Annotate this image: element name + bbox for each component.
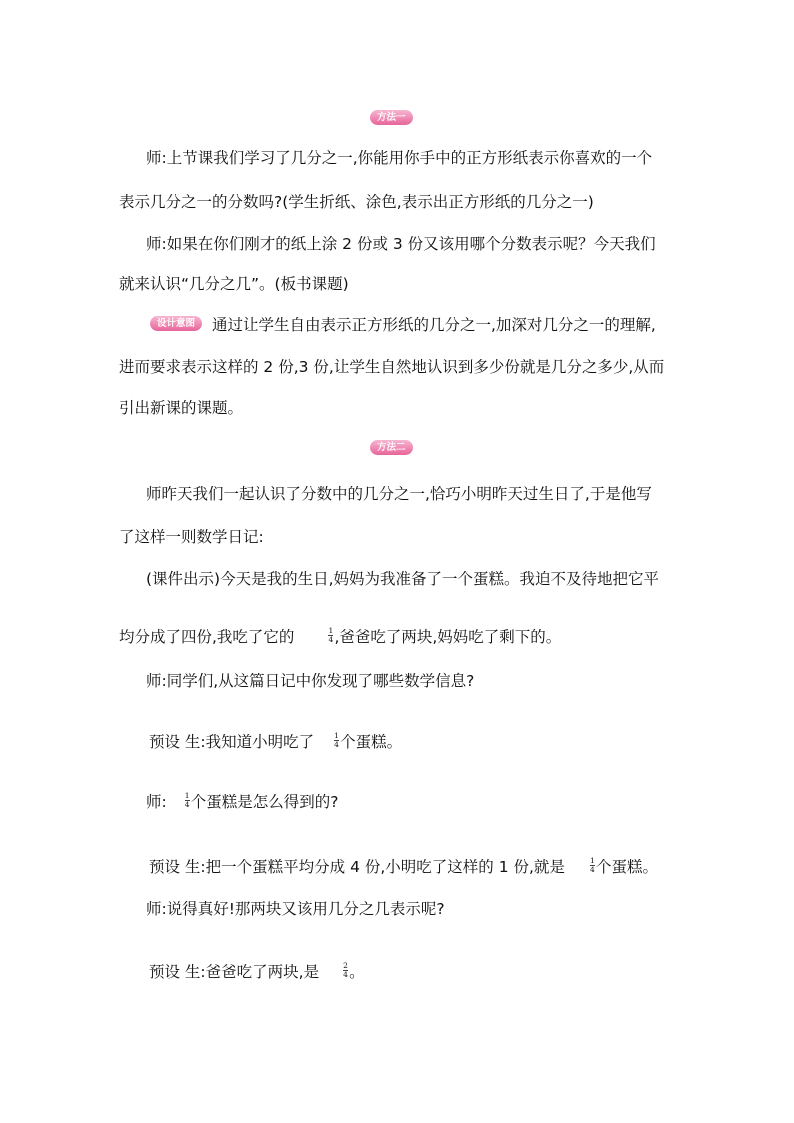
method-one-badge: 方法一 <box>370 110 413 125</box>
method-one-p1-line1: 师:上节课我们学习了几分之一,你能用你手中的正方形纸表示你喜欢的一个 <box>146 149 653 167</box>
design-intent-badge: 设计意图 <box>150 316 202 331</box>
method-two-badge: 方法二 <box>370 440 413 455</box>
answer-2: 预设 生:把一个蛋糕平均分成 4 份,小明吃了这样的 1 份,就是 $\frac{1}{4}$ 个蛋糕。 <box>149 856 658 876</box>
diary-line2: 均分成了四份,我吃了它的 $\frac{1}{4}$ ,爸爸吃了两块,妈妈吃了剩下的。 <box>119 626 562 646</box>
method-two-p1-line2: 了这样一则数学日记: <box>119 528 264 546</box>
method-one-p2-line1: 师:如果在你们刚才的纸上涂 2 份或 3 份又该用哪个分数表示呢？今天我们 <box>146 235 656 253</box>
diary-line2-end: ,爸爸吃了两块,妈妈吃了剩下的。 <box>334 628 562 646</box>
answer-3: 预设 生:爸爸吃了两块,是 $\frac{2}{4}$ 。 <box>149 961 365 981</box>
design-intent-line1: 通过让学生自由表示正方形纸的几分之一,加深对几分之一的理解, <box>212 316 656 334</box>
design-intent-line2: 进而要求表示这样的 2 份,3 份,让学生自然地认识到多少份就是几分之多少,从而 <box>119 358 665 376</box>
question-3: 师:说得真好!那两块又该用几分之几表示呢? <box>146 900 445 918</box>
method-two-p1-line1: 师昨天我们一起认识了分数中的几分之一,恰巧小明昨天过生日了,于是他写 <box>146 485 652 503</box>
question-2: 师: $\frac{1}{4}$ 个蛋糕是怎么得到的? <box>146 791 339 811</box>
method-one-p2-line2: 就来认识“几分之几”。(板书课题) <box>119 275 349 293</box>
method-one-p1-line2: 表示几分之一的分数吗?(学生折纸、涂色,表示出正方形纸的几分之一) <box>119 193 594 211</box>
design-intent-line3: 引出新课的课题。 <box>119 399 244 417</box>
question-1: 师:同学们,从这篇日记中你发现了哪些数学信息? <box>146 672 475 690</box>
diary-line1: (课件出示)今天是我的生日,妈妈为我准备了一个蛋糕。我迫不及待地把它平 <box>146 570 660 588</box>
answer-1: 预设 生:我知道小明吃了 $\frac{1}{4}$ 个蛋糕。 <box>149 731 403 751</box>
diary-line2-start: 均分成了四份,我吃了它的 <box>119 628 295 646</box>
